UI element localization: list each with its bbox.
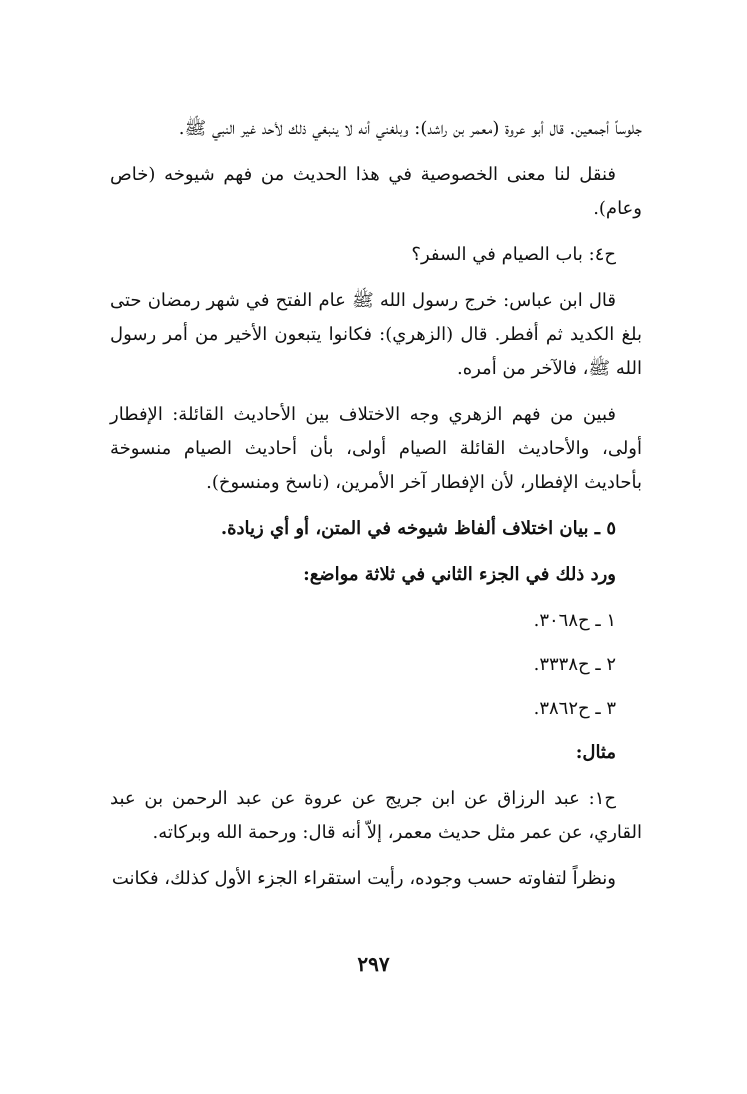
paragraph-abrogation: فبين من فهم الزهري وجه الاختلاف بين الأحاديث القائلة: الإفطار أولى، والأحاديث القائلة الصيام أولى، بأن أحاديث الصيام منسوخة بأحاديث الإفطار، لأن الإفطار آخر الأمرين، (ناسخ ومنسوخ). bbox=[110, 404, 642, 493]
paragraph-closing: ونظراً لتفاوته حسب وجوده، رأيت استقراء الجزء الأول كذلك، فكانت bbox=[111, 868, 616, 889]
section-heading-5: ٥ ـ بيان اختلاف ألفاظ شيوخه في المتن، أو أي زيادة. bbox=[220, 518, 616, 539]
list-item: ١ ـ ح٣٠٦٨. bbox=[533, 610, 616, 631]
paragraph-specificity: فنقل لنا معنى الخصوصية في هذا الحديث من فهم شيوخه (خاص وعام). bbox=[110, 164, 642, 219]
example-label: مثال: bbox=[575, 742, 616, 763]
body-text bbox=[110, 112, 642, 908]
paragraph-three-places: ورد ذلك في الجزء الثاني في ثلاثة مواضع: bbox=[303, 564, 616, 585]
paragraph-ibn-abbas: قال ابن عباس: خرج رسول الله ﷺ عام الفتح في شهر رمضان حتى بلغ الكديد ثم أفطر. قال (الزهري): فكانوا يتبعون الأخير من أمر رسول الله ﷺ، فالآخر من أمره. bbox=[110, 290, 642, 379]
list-item: ٣ ـ ح٣٨٦٢. bbox=[533, 698, 616, 719]
hadith-heading-fasting: ح٤: باب الصيام في السفر؟ bbox=[411, 244, 616, 265]
page-number: ٢٩٧ bbox=[357, 952, 390, 976]
paragraph-continuation: جلوساً أجمعين. قال أبو عروة (معمر بن راشد): وبلغني أنه لا ينبغي ذلك لأحد غير النبي ﷺ. bbox=[178, 118, 642, 139]
list-item: ٢ ـ ح٣٣٣٨. bbox=[533, 654, 616, 675]
paragraph-abdul-razzaq: ح١: عبد الرزاق عن ابن جريج عن عروة عن عبد الرحمن بن عبد القاري، عن عمر مثل حديث معمر، إلاّ أنه قال: ورحمة الله وبركاته. bbox=[110, 788, 642, 843]
